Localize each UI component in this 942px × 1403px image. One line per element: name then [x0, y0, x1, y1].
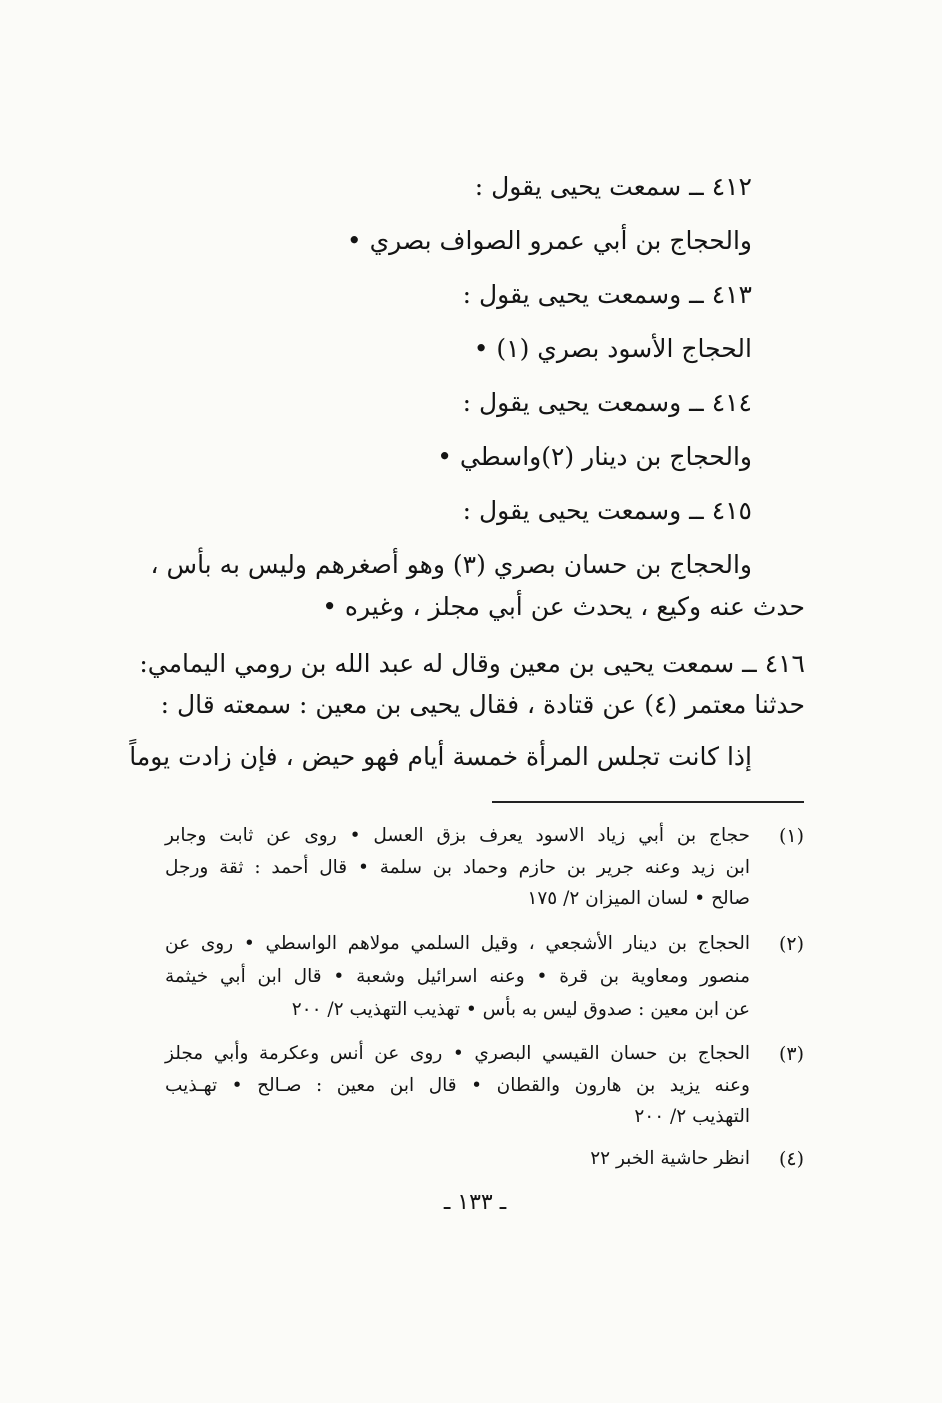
footnote-line: انظر حاشية الخبر ٢٢ — [590, 1148, 750, 1169]
entry-416-line-1: ٤١٦ ــ سمعت يحيى بن معين وقال له عبد الله بن رومي اليمامي: — [139, 649, 805, 678]
footnote-separator — [492, 801, 804, 803]
footnote-line: عن ابن معين : صدوق ليس به بأس • تهذيب التهذيب ٢/ ٢٠٠ — [291, 999, 750, 1020]
entry-415-heading: ٤١٥ ــ وسمعت يحيى يقول : — [462, 496, 752, 525]
entry-416-line-3: إذا كانت تجلس المرأة خمسة أيام فهو حيض ، فإن زادت يوماً — [129, 742, 752, 771]
footnote-line: صالح • لسان الميزان ٢/ ١٧٥ — [527, 888, 750, 909]
entry-412-heading: ٤١٢ ــ سمعت يحيى يقول : — [474, 172, 752, 201]
footnote-number: (٣) — [778, 1043, 804, 1065]
entry-412-text: والحجاج بن أبي عمرو الصواف بصري • — [346, 226, 752, 255]
footnote-line: وعنه يزيد بن هارون والقطان • قال ابن معين : صـالح • تهـذيب — [165, 1075, 750, 1096]
footnote-number: (١) — [778, 825, 804, 847]
entry-415-line-1: والحجاج بن حسان بصري (٣) وهو أصغرهم وليس به بأس ، — [150, 550, 752, 579]
entry-413-heading: ٤١٣ ــ وسمعت يحيى يقول : — [462, 280, 752, 309]
entry-414-heading: ٤١٤ ــ وسمعت يحيى يقول : — [462, 388, 752, 417]
entry-416-line-2: حدثنا معتمر (٤) عن قتادة ، فقال يحيى بن معين : سمعته قال : — [160, 690, 805, 719]
footnote-number: (٢) — [778, 933, 804, 955]
footnote-line: منصور ومعاوية بن قرة • وعنه اسرائيل وشعبة • قال ابن أبي خيثمة — [165, 966, 750, 987]
footnote-line: الحجاج بن دينار الأشجعي ، وقيل السلمي مولاهم الواسطي • روى عن — [165, 933, 750, 954]
entry-415-line-2: حدث عنه وكيع ، يحدث عن أبي مجلز ، وغيره • — [322, 592, 805, 621]
footnote-line: حجاج بن أبي زياد الاسود يعرف بزق العسل • روى عن ثابت وجابر — [165, 825, 750, 846]
footnote-number: (٤) — [778, 1148, 804, 1170]
entry-414-text: والحجاج بن دينار (٢)واسطي • — [437, 442, 752, 471]
footnote-line: التهذيب ٢/ ٢٠٠ — [634, 1106, 750, 1127]
page-number: ـ ١٣٣ ـ — [443, 1190, 507, 1215]
footnote-line: ابن زيد وعنه جرير بن حازم وحماد بن سلمة • قال أحمد : ثقة ورجل — [165, 857, 750, 878]
entry-413-text: الحجاج الأسود بصري (١) • — [473, 334, 752, 363]
footnote-line: الحجاج بن حسان القيسي البصري • روى عن أنس وعكرمة وأبي مجلز — [165, 1043, 750, 1064]
